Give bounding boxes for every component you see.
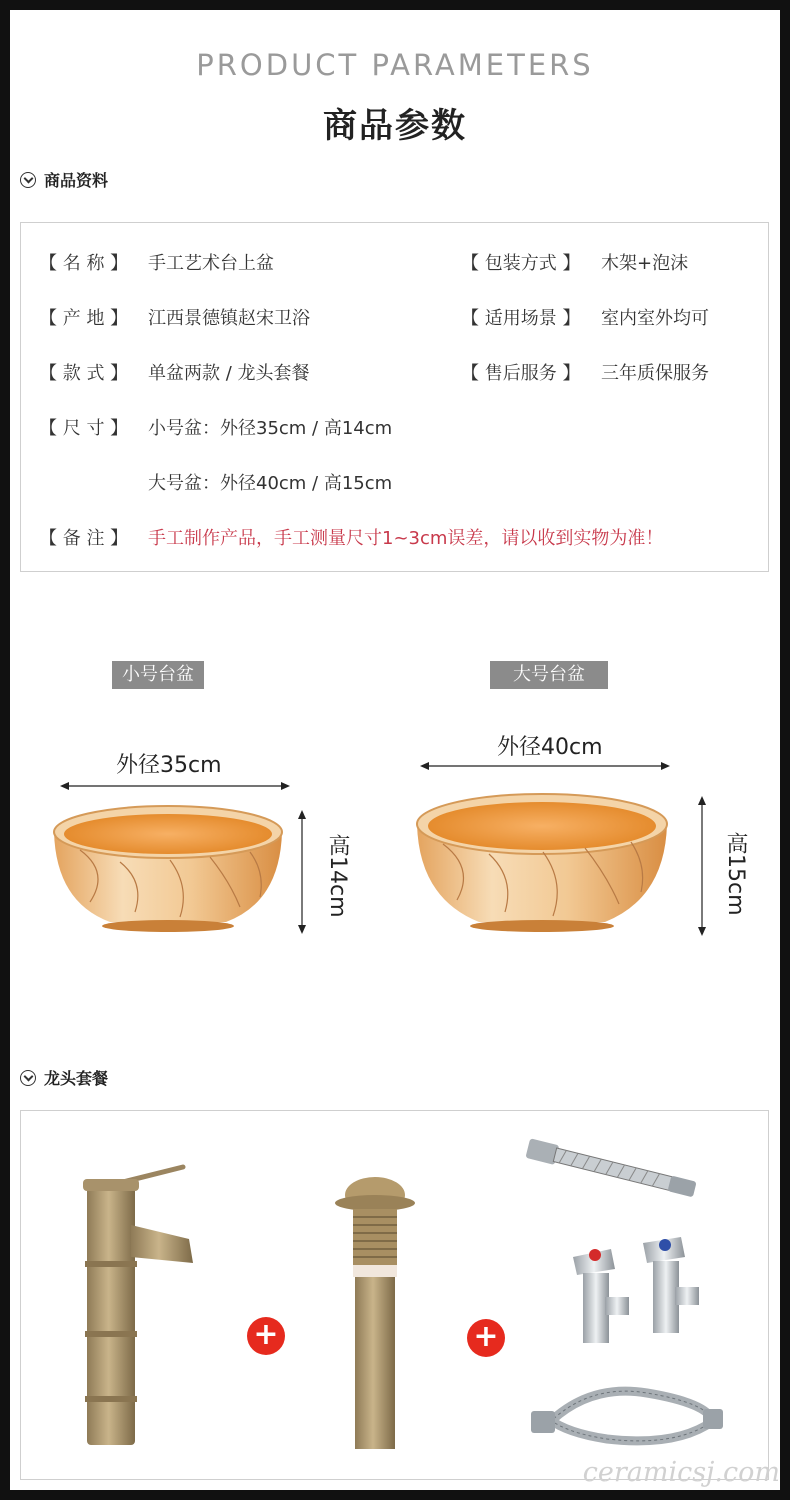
spec-label-origin: 【 产 地 】 bbox=[39, 308, 129, 329]
large-basin-label: 大号台盆 bbox=[490, 661, 608, 689]
section-title: 龙头套餐 bbox=[44, 1069, 109, 1088]
large-basin-height: 高15cm bbox=[723, 832, 748, 916]
spec-label-scene: 【 适用场景 】 bbox=[461, 308, 581, 329]
small-basin-diameter: 外径35cm bbox=[116, 753, 222, 778]
spec-value-packaging: 木架+泡沫 bbox=[601, 253, 689, 274]
large-height-arrow bbox=[694, 796, 710, 936]
small-basin-label: 小号台盆 bbox=[112, 661, 204, 689]
spec-label-size: 【 尺 寸 】 bbox=[39, 418, 129, 439]
spec-value-scene: 室内室外均可 bbox=[601, 308, 709, 329]
spec-value-note: 手工制作产品，手工测量尺寸1~3cm误差，请以收到实物为准！ bbox=[148, 528, 664, 549]
bamboo-faucet-image bbox=[71, 1161, 201, 1451]
small-basin-image bbox=[50, 802, 286, 934]
chinese-title: 商品参数 bbox=[323, 106, 467, 146]
spec-label-packaging: 【 包装方式 】 bbox=[461, 253, 581, 274]
section-header-product-info bbox=[20, 168, 108, 191]
section-title: 商品资料 bbox=[44, 171, 109, 190]
small-height-arrow bbox=[294, 810, 310, 934]
spec-label-name: 【 名 称 】 bbox=[39, 253, 129, 274]
page bbox=[10, 10, 780, 1490]
spec-value-name: 手工艺术台上盆 bbox=[148, 253, 274, 274]
spec-label-style: 【 款 式 】 bbox=[39, 363, 129, 384]
spec-value-size-small: 小号盆：外径35cm / 高14cm bbox=[148, 418, 393, 439]
braided-hose-image bbox=[517, 1135, 707, 1205]
coiled-hose-image bbox=[527, 1381, 727, 1451]
section-header-faucet-set bbox=[20, 1066, 108, 1089]
angle-valves-image bbox=[561, 1233, 711, 1363]
check-circle-icon bbox=[20, 172, 36, 188]
spec-label-service: 【 售后服务 】 bbox=[461, 363, 581, 384]
small-diameter-arrow bbox=[60, 778, 290, 794]
plus-icon: + bbox=[467, 1319, 505, 1357]
spec-value-size-large: 大号盆：外径40cm / 高15cm bbox=[148, 473, 393, 494]
spec-value-style: 单盆两款 / 龙头套餐 bbox=[148, 363, 310, 384]
small-basin-height: 高14cm bbox=[325, 834, 350, 918]
faucet-set-box bbox=[20, 1110, 769, 1480]
large-basin-image bbox=[413, 788, 671, 934]
large-basin-diameter: 外径40cm bbox=[497, 735, 603, 760]
spec-value-origin: 江西景德镇赵宋卫浴 bbox=[148, 308, 310, 329]
spec-box bbox=[20, 222, 769, 572]
check-circle-icon bbox=[20, 1070, 36, 1086]
spec-value-service: 三年质保服务 bbox=[601, 363, 709, 384]
watermark: ceramicsj.com bbox=[582, 1457, 780, 1488]
plus-icon: + bbox=[247, 1317, 285, 1355]
spec-label-note: 【 备 注 】 bbox=[39, 528, 129, 549]
pop-up-drain-image bbox=[333, 1169, 417, 1453]
large-diameter-arrow bbox=[420, 758, 670, 774]
english-title: PRODUCT PARAMETERS bbox=[196, 48, 594, 82]
